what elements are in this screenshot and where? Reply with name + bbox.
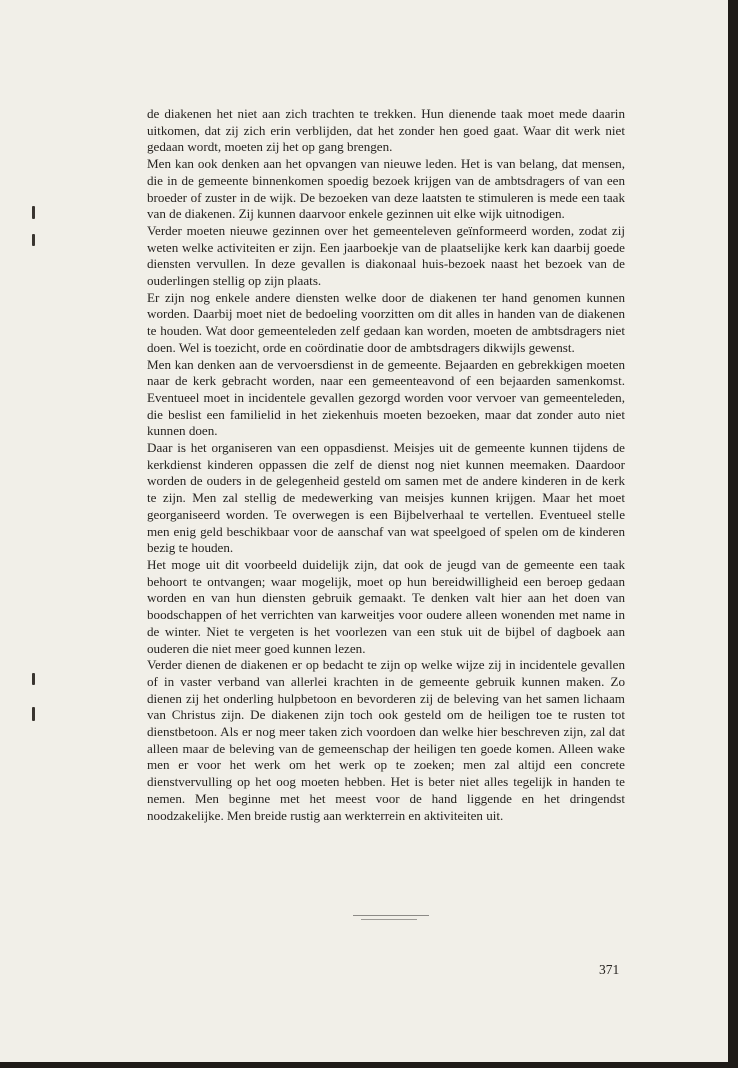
binder-mark-top-1: [32, 206, 35, 219]
paragraph-4: Er zijn nog enkele andere diensten welke door de diakenen ter hand genomen kunnen worden. Daarbij moet niet de bedoeling voorzitten om dit alles in handen van de diakenen te houden. Wat door gemeenteleden zelf gedaan kan worden, moeten de ambtsdragers niet doen. Wel is toezicht, orde en coördinatie door de ambtsdragers dikwijls gewenst.: [147, 289, 625, 355]
paragraph-7: Het moge uit dit voorbeeld duidelijk zijn, dat ook de jeugd van de gemeente een taak behoort te ontvangen; waar mogelijk, moet op hun bereidwilligheid een beroep gedaan worden en van hun diensten gebruik gemaakt. Te denken valt hier aan het doen van boodschappen of het verrichten van karweitjes voor oudere alleen wonenden met name in de winter. Niet te vergeten is het voorlezen van een stuk uit de bijbel of dagboek aan ouderen die niet meer goed kunnen lezen.: [147, 556, 625, 656]
body-text: [147, 106, 625, 824]
paragraph-1: de diakenen het niet aan zich trachten te trekken. Hun dienende taak moet mede daarin uitkomen, dat zij zich erin verblijden, dat het zonder hen goed gaat. Waar dit werk niet gedaan wordt, moeten zij het op gang brengen.: [147, 106, 625, 155]
paragraph-6: Daar is het organiseren van een oppasdienst. Meisjes uit de gemeente kunnen tijdens de kerkdienst kinderen oppassen die zelf de dienst nog niet kunnen meemaken. Daardoor worden de ouders in de gelegenheid gesteld om samen met de andere kinderen in de kerk te zijn. Men zal stellig de medewerking van meisjes kunnen krijgen. Maar het moet georganiseerd worden. Te overwegen is een Bijbelverhaal te vertellen. Eventueel stelle men enig geld beschikbaar voor de aanschaf van wat speelgoed of spelen om de kinderen bezig te houden.: [147, 440, 625, 556]
scan-edge-bottom: [0, 1062, 738, 1068]
paragraph-8: Verder dienen de diakenen er op bedacht te zijn op welke wijze zij in incidentele gevallen of in vaster verband van allerlei krachten in de gemeente gebruik kunnen maken. Zo dienen zij het onderling hulpbetoon en bevorderen zij de beleving van het samen lichaam van Christus zijn. De diakenen zijn toch ook gesteld om de heiligen toe te rusten tot dienstbetoon. Als er nog meer taken zich voordoen dan welke hier beschreven zijn, zal dat alleen maar de beleving van de gemeenschap der heiligen ten goede komen. Alleen wake men er voor het werk om het werk op te zoeken; men zal altijd een concrete dienstvervulling op het oog moeten hebben. Het is beter niet alles tegelijk in handen te nemen. Men beginne met het meest voor de hand liggende en het dringendst noodzakelijke. Men breide rustig aan werkterrein en aktiviteiten uit.: [147, 657, 625, 823]
binder-mark-bottom-1: [32, 673, 35, 685]
paragraph-5: Men kan denken aan de vervoersdienst in de gemeente. Bejaarden en gebrekkigen moeten naar de kerk gebracht worden, naar een gemeenteavond of een bejaarden samenkomst. Eventueel moet in incidentele gevallen gezorgd worden voor vervoer van gemeenteleden, die beslist een familielid in het ziekenhuis moeten bezoeken, maar dat zonder auto niet kunnen doen.: [147, 356, 625, 439]
page-number: 371: [599, 962, 620, 977]
end-rule-long: [353, 915, 429, 916]
paragraph-3: Verder moeten nieuwe gezinnen over het gemeenteleven geïnformeerd worden, zodat zij weten welke activiteiten er zijn. Een jaarboekje van de plaatselijke kerk kan daarbij goede diensten vervullen. In deze gevallen is diakonaal huis-bezoek naast het bezoek van de ouderlingen stellig op zijn plaats.: [147, 222, 625, 289]
binder-mark-bottom-2: [32, 707, 35, 721]
end-rule-short: [361, 919, 417, 920]
binder-mark-top-2: [32, 234, 35, 246]
paragraph-2: Men kan ook denken aan het opvangen van nieuwe leden. Het is van belang, dat mensen, die in de gemeente binnenkomen spoedig bezoek krijgen van de ambtsdragers of van een broeder of zuster in de wijk. De bezoeken van deze laatsten te stimuleren is mede een taak van de diakenen. Zij kunnen daarvoor enkele gezinnen uit elke wijk uitnodigen.: [147, 156, 625, 222]
scan-edge-right: [728, 0, 738, 1068]
